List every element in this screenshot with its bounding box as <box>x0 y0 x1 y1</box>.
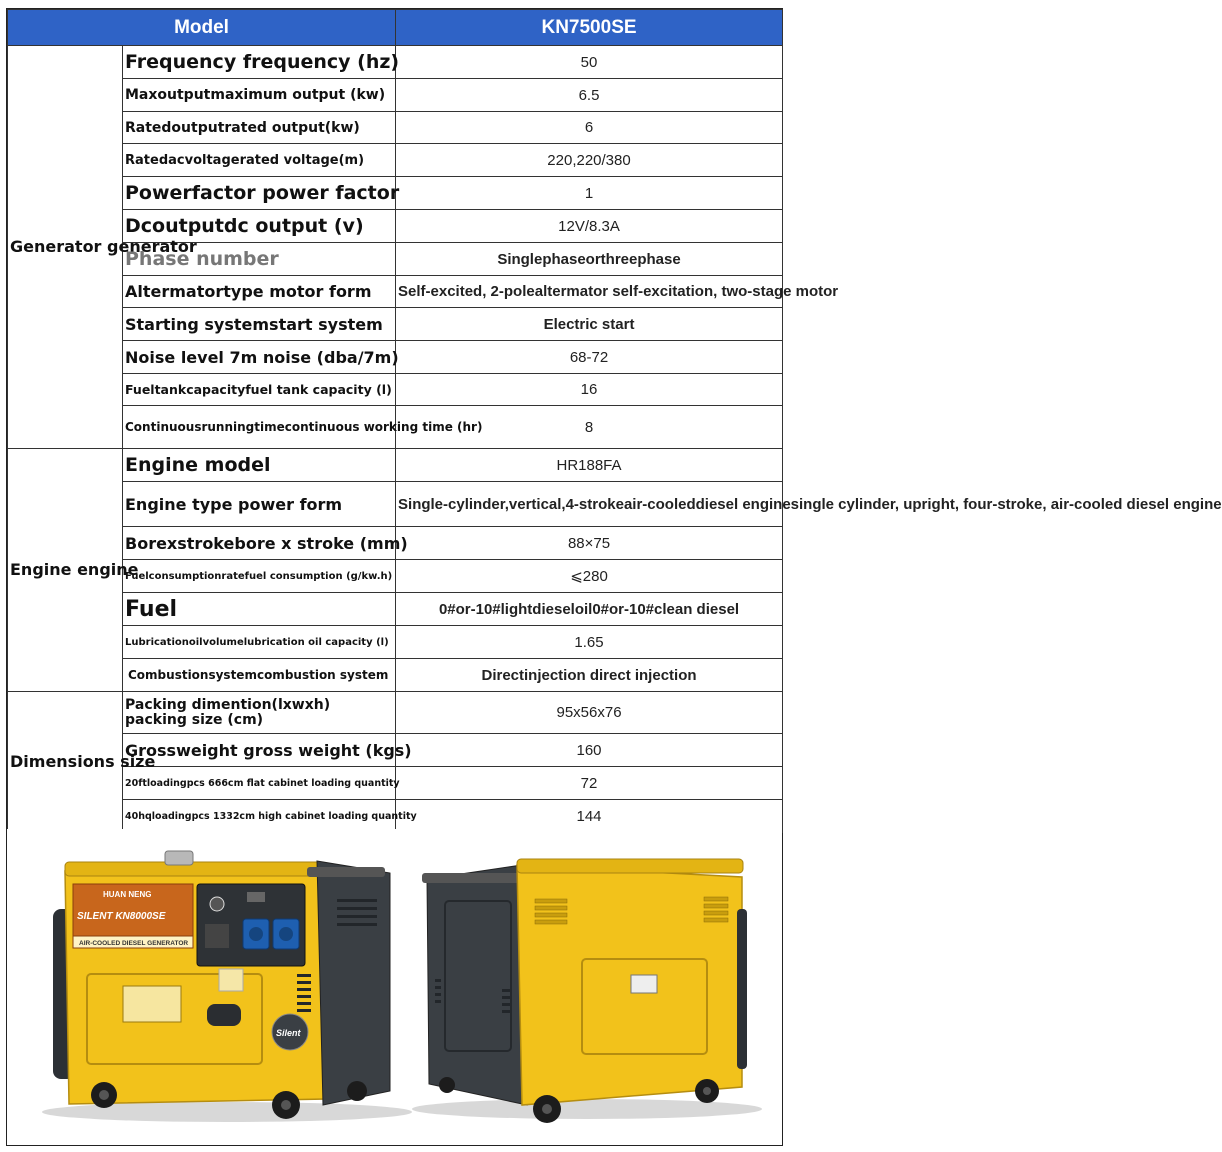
param-value: 72 <box>396 767 783 800</box>
table-row <box>8 449 783 482</box>
table-row <box>8 144 783 177</box>
group-generator: Generator generator <box>8 46 123 449</box>
param-label: Ratedoutputrated output(kw) <box>123 112 396 144</box>
table-row <box>8 308 783 341</box>
param-value: 95x56x76 <box>396 692 783 734</box>
table-row <box>8 767 783 800</box>
table-row <box>8 406 783 449</box>
param-label: Phase number <box>123 243 396 276</box>
param-value: ⩽280 <box>396 560 783 593</box>
param-label: Powerfactor power factor <box>123 177 396 210</box>
param-value: 16 <box>396 374 783 406</box>
param-label: Maxoutputmaximum output (kw) <box>123 79 396 112</box>
param-value: 1.65 <box>396 626 783 659</box>
param-label: Fueltankcapacityfuel tank capacity (l) <box>123 374 396 406</box>
table-row <box>8 177 783 210</box>
table-row <box>8 79 783 112</box>
param-label: Ratedacvoltagerated voltage(m) <box>123 144 396 177</box>
param-value: 144 <box>396 800 783 833</box>
model-header: Model <box>8 10 396 46</box>
table-header-row <box>8 10 783 46</box>
param-label: Borexstrokebore x stroke (mm) <box>123 527 396 560</box>
table-row <box>8 276 783 308</box>
product-photo <box>7 829 782 1145</box>
param-value: Electric start <box>396 308 783 341</box>
table-row <box>8 46 783 79</box>
param-label: Packing dimention(lxwxh) packing size (cm) <box>123 692 396 734</box>
table-row <box>8 482 783 527</box>
param-value: 50 <box>396 46 783 79</box>
param-label: Engine model <box>123 449 396 482</box>
param-label: Engine type power form <box>123 482 396 527</box>
table-row <box>8 593 783 626</box>
param-value: 8 <box>396 406 783 449</box>
spec-table <box>7 9 1222 833</box>
param-label: Grossweight gross weight (kgs) <box>123 734 396 767</box>
param-label: Fuelconsumptionratefuel consumption (g/kw.h) <box>123 560 396 593</box>
param-value: Single-cylinder,vertical,4-strokeair-cooleddiesel enginesingle cylinder, upright, four-stroke, air-cooled diesel engine <box>396 482 783 527</box>
param-label: 20ftloadingpcs 666cm flat cabinet loading quantity <box>123 767 396 800</box>
group-engine: Engine engine <box>8 449 123 692</box>
param-value: 160 <box>396 734 783 767</box>
param-value: 68-72 <box>396 341 783 374</box>
silent-badge-text: Silent <box>276 1028 301 1038</box>
table-row <box>8 626 783 659</box>
subtitle-text: AIR-COOLED DIESEL GENERATOR <box>79 940 189 947</box>
param-label: Frequency frequency (hz) <box>123 46 396 79</box>
param-value: 88×75 <box>396 527 783 560</box>
param-value: 6.5 <box>396 79 783 112</box>
table-row <box>8 374 783 406</box>
spec-sheet <box>6 8 1222 1146</box>
param-value: Self-excited, 2-polealtermator self-excitation, two-stage motor <box>396 276 783 308</box>
param-value: HR188FA <box>396 449 783 482</box>
param-label: Noise level 7m noise (dba/7m) <box>123 341 396 374</box>
param-value: 0#or-10#lightdieseloil0#or-10#clean diesel <box>396 593 783 626</box>
param-label: Fuel <box>123 593 396 626</box>
param-value: 1 <box>396 177 783 210</box>
table-row <box>8 800 783 833</box>
param-value: 12V/8.3A <box>396 210 783 243</box>
param-value: Singlephaseorthreephase <box>396 243 783 276</box>
model-value-header: KN7500SE <box>396 10 783 46</box>
param-value: Directinjection direct injection <box>396 659 783 692</box>
generator-illustration <box>7 829 782 1145</box>
param-label: Dcoutputdc output (v) <box>123 210 396 243</box>
brand-text: HUAN NENG <box>103 890 152 899</box>
group-dimensions: Dimensions size <box>8 692 123 833</box>
param-label: Lubricationoilvolumelubrication oil capacity (l) <box>123 626 396 659</box>
panel-label-text: SILENT KN8000SE <box>77 911 166 922</box>
param-value: 6 <box>396 112 783 144</box>
param-label: Starting systemstart system <box>123 308 396 341</box>
generator-front-view <box>42 851 412 1122</box>
param-value: 220,220/380 <box>396 144 783 177</box>
param-label: 40hqloadingpcs 1332cm high cabinet loading quantity <box>123 800 396 833</box>
table-row <box>8 659 783 692</box>
generator-rear-view <box>412 859 762 1123</box>
param-label: Continuousrunningtimecontinuous working time (hr) <box>123 406 396 449</box>
param-label: Altermatortype motor form <box>123 276 396 308</box>
table-row <box>8 112 783 144</box>
table-row <box>8 341 783 374</box>
param-label: Combustionsystemcombustion system <box>123 659 396 692</box>
table-row <box>8 692 783 734</box>
table-row <box>8 527 783 560</box>
